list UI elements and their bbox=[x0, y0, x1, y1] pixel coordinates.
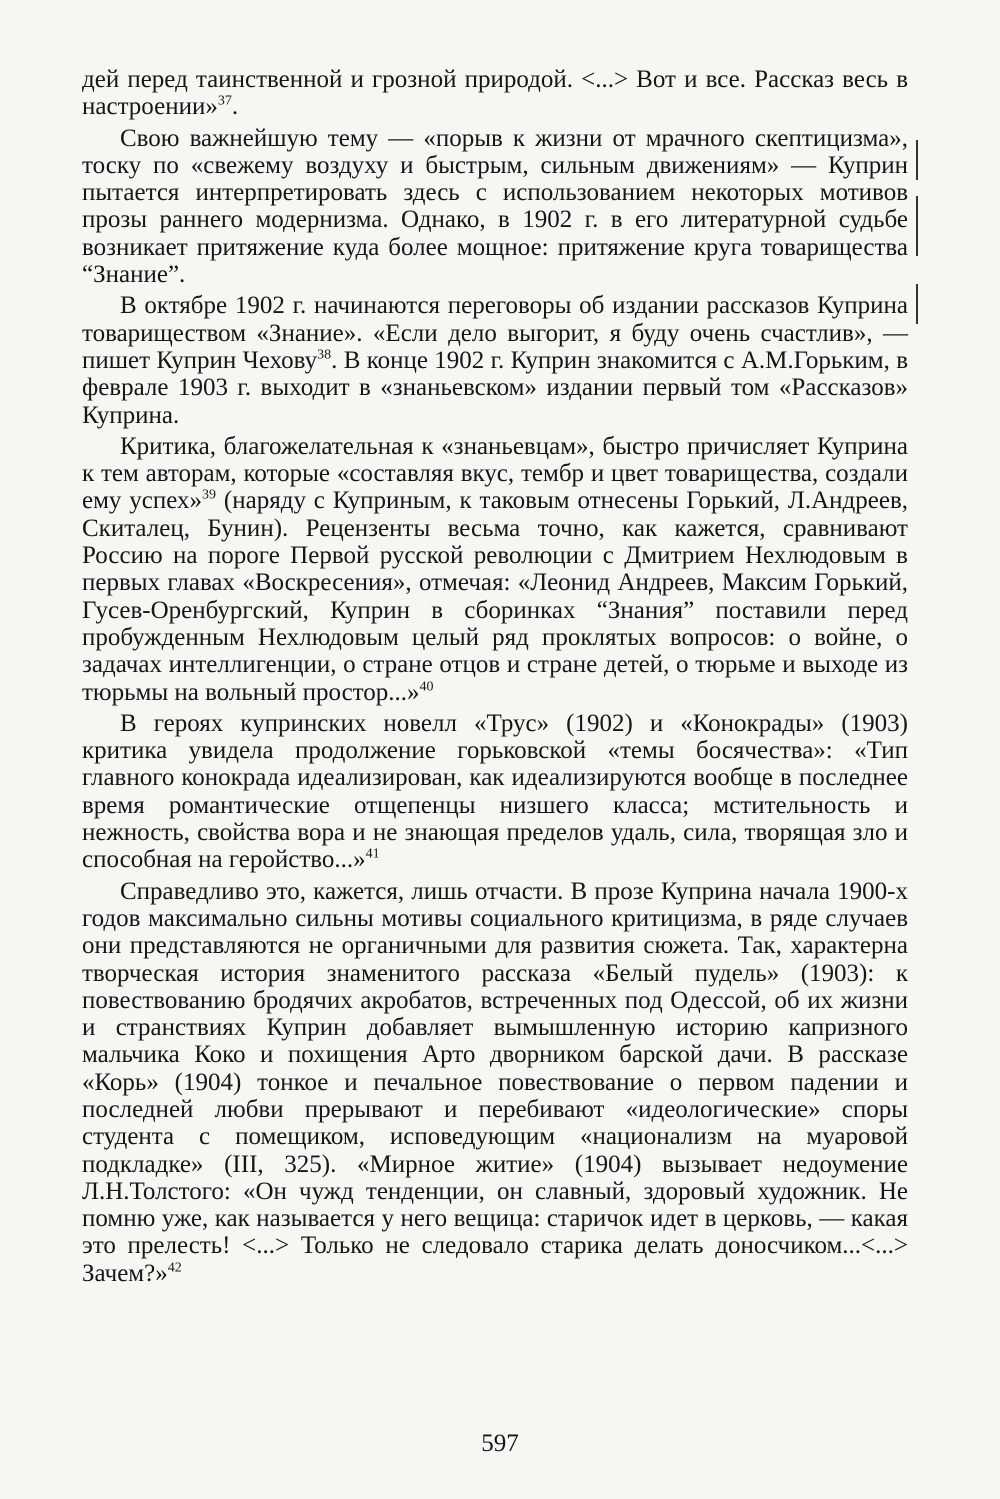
page-number: 597 bbox=[481, 1430, 519, 1457]
page-body bbox=[82, 66, 908, 1291]
footnote-ref: 41 bbox=[365, 846, 380, 862]
margin-line-mark bbox=[916, 196, 918, 256]
paragraph-tail: (наряду с Куприным, к таковым отнесены Горький, Л.Андреев, Скиталец, Бунин). Рецензенты весьма точно, как кажется, сравнивают Россию на пороге Первой русской революции с Дмитрием Нехлюдовым в первых главах «Воскресения», отмечая: «Леонид Андреев, Максим Горький, Гусев-Оренбургский, Куприн в сборинках “Знания” поставили перед пробужденным Нехлюдовым целый ряд проклятых вопросов: о войне, о задачах интеллигенции, о стране отцов и стране детей, о тюрьме и выходе из тюрьмы на вольный простор...» bbox=[82, 487, 909, 706]
paragraph-4 bbox=[82, 433, 908, 706]
footnote-ref: 39 bbox=[202, 488, 217, 504]
paragraph-3 bbox=[82, 292, 908, 428]
paragraph-text: дей перед таинственной и грозной природой. <...> Вот и все. Рассказ весь в настроении» bbox=[82, 66, 908, 121]
footnote-ref: 40 bbox=[419, 679, 434, 695]
paragraph-5 bbox=[82, 710, 908, 874]
paragraph-tail: . В конце 1902 г. Куприн знакомится с А.М.Горьким, в феврале 1903 г. выходит в «знаньевском» издании первый том «Рассказов» Куприна. bbox=[82, 346, 908, 429]
margin-line-mark bbox=[916, 140, 918, 180]
paragraph-tail: . bbox=[231, 93, 239, 121]
footnote-ref: 42 bbox=[167, 1260, 182, 1276]
paragraph-text: Критика, благожелательная к «знаньевцам», быстро причисляет Куприна к тем авторам, которые «составляя вкус, тембр и цвет товарищества, создали ему успех» bbox=[82, 432, 908, 515]
paragraph-text: Справедливо это, кажется, лишь отчасти. В прозе Куприна начала 1900-х годов максимально сильны мотивы социального критицизма, в ряде случаев они представляются не органичными для развития сюжета. Так, характерна творческая история знаменитого рассказа «Белый пудель» (1903): к повествованию бродячих акробатов, встреченных под Одессой, об их жизни и странствиях Куприн добавляет вымышленную историю капризного мальчика Коко и похищения Арто дворником барской дачи. В рассказе «Корь» (1904) тонкое и печальное повествование о первом падении и последней любви прерывают и перебивают «идеологические» споры студента с помещиком, исповедующим «национализм на муаровой подкладке» (III, 325). «Мирное житие» (1904) вызывает недоумение Л.Н.Толстого: «Он чужд тенденции, он славный, здоровый художник. Не помню уже, как называется у него вещица: старичок идет в церковь, — какая это прелесть! <...> Только не следовало старика делать доносчиком...<...> Зачем?» bbox=[82, 877, 908, 1287]
paragraph-text: Свою важнейшую тему — «порыв к жизни от мрачного скептицизма», тоску по «свежему воздуху и быстрым, сильным движениям» — Куприн пытается интерпретировать здесь с использованием некоторых мотивов прозы раннего модернизма. Однако, в 1902 г. в его литературной судьбе возникает притяжение куда более мощное: притяжение круга товарищества “Знание”. bbox=[82, 124, 908, 289]
paragraph-1 bbox=[82, 66, 908, 121]
footnote-ref: 37 bbox=[217, 93, 232, 109]
paragraph-text: В октябре 1902 г. начинаются переговоры об издании рассказов Куприна товариществом «Знание». «Если дело выгорит, я буду очень счастлив», — пишет Куприн Чехову bbox=[82, 292, 908, 374]
footnote-ref: 38 bbox=[317, 347, 332, 363]
paragraph-text: В героях купринских новелл «Трус» (1902) и «Конокрады» (1903) критика увидела продолжение горьковской «темы босячества»: «Тип главного конокрада идеализирован, как идеализируются вообще в последнее время романтические отщепенцы низшего класса; мстительность и нежность, свойства вора и не знающая пределов удаль, сила, творящая зло и способная на геройство...» bbox=[82, 709, 908, 874]
paragraph-2 bbox=[82, 125, 908, 289]
paragraph-6 bbox=[82, 878, 908, 1287]
margin-line-mark bbox=[916, 284, 918, 324]
